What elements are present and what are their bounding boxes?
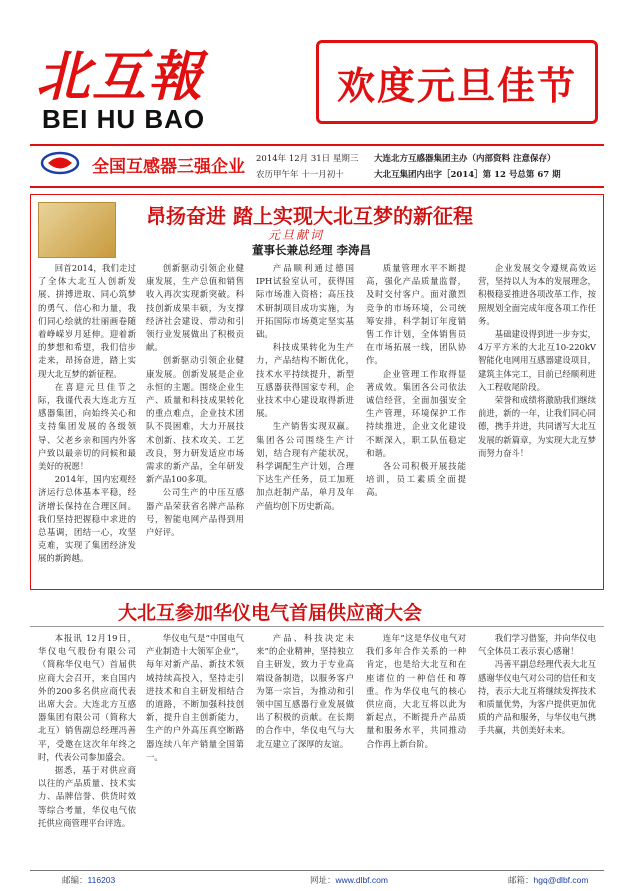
paragraph: 质量管理水平不断提高，强化产品质量监督，及时交付客户。面对激烈竞争的市场环境，公司统筹安排，科学制订年度销售工作计划，全体销售员在市场拓展一线，团队协作。 [366,263,466,366]
masthead-title-en: BEI HU BAO [42,104,206,134]
issue-date: 2014年 12月 31日 星期三 [256,154,359,164]
web-label: 网址： [310,875,336,885]
paragraph: 各公司积极开展技能培训，员工素质全面提高。 [366,461,466,498]
paragraph: 连年”这是华仪电气对我们多年合作关系的一种肯定，也是给大北互和在座诸位的一种信任和尊重。作为华仪电气的核心供应商，大北互将以此为新起点，不断提升产品质量和服务水平，共同推动合作再上新台阶。 [366,633,466,749]
footer [30,870,604,886]
second-column-5 [478,632,596,864]
paragraph: 我们学习借鉴，并向华仪电气全体员工表示衷心感谢！ [478,633,596,657]
paragraph: 科技成果转化为生产力，产品结构不断优化，技术水平持续提升，新型互感器获得国家专利，企业技术中心建设取得新进展。 [256,342,354,419]
paragraph: 据悉，基于对供应商以往的产品质量、技术实力、品牌信誉、供货时效等综合考量，华仪电气依托供应商管理平台评选。 [38,765,136,828]
header-rule [30,186,604,188]
company-logo-icon [40,150,80,176]
second-column-3 [256,632,354,864]
footer-mail [508,874,588,886]
paragraph: 产品、科技决定未来”的企业精神，坚持独立自主研发，致力于专业高端设备制造，以服务客户为第一宗旨，为推动和引领中国互感器行业发展做出了积极的贡献。在长期的合作中，华仪电气与大北互建立了深厚的友谊。 [256,633,354,749]
paragraph: 生产销售实现双赢。集团各公司围绕生产计划，结合现有产能状况，科学调配生产计划，合理下达生产任务，员工加班加点赶制产品，单月及年产值均创下历史新高。 [256,421,354,511]
masthead-title-cn: 北互報 [36,44,204,108]
second-rule [30,626,604,627]
holiday-text: 欢度元旦佳节 [336,63,577,108]
second-column-1 [38,632,136,864]
paragraph: 产品顺利通过德国IPH试验室认可，获得国际市场准入资格；高压技术研制项目成功实施，为开拓国际市场奠定坚实基础。 [256,263,354,340]
paragraph: 创新驱动引领企业健康发展，生产总值和销售收入再次实现新突破。科技创新成果丰硕，为支撑经济社会建设、带动和引领行业发展做出了积极贡献。 [146,263,244,353]
zip-value: 116203 [87,875,116,885]
lead-column-2 [146,262,244,584]
paragraph: 2014年，国内宏观经济运行总体基本平稳，经济增长保持在合理区间。我们坚持把握稳中求进的总基调，团结一心，攻坚克难，实现了集团经济发展的新跨越。 [38,474,136,564]
footer-web [310,874,388,886]
lead-column-4 [366,262,466,584]
lead-byline: 董事长兼总经理 李涛昌 [252,243,372,257]
slogan: 全国互感器三强企业 [92,157,245,177]
web-link[interactable]: www.dlbf.com [335,875,388,885]
lead-column-3 [256,262,354,584]
second-column-2 [146,632,244,864]
issue-number: 大北互集团内出字［2014］第 12 号总第 67 期 [374,170,561,180]
paragraph: 创新驱动引领企业健康发展。创新发展是企业永恒的主题。围绕企业生产、质量和科技成果转化的重点难点，企业技术团队不畏困难，大力开展技术创新、技术攻关、工艺改良，努力研发适应市场需求的新产品，全年研发新产品100多项。 [146,355,244,485]
paragraph: 回首2014，我们走过了全体大北互人创新发展、拼搏进取、同心筑梦的勇气、信心和力量，我们同心绘就的壮丽画卷随着峥嵘岁月延伸。迎着新的梦想和希望，我们信步走来，昂扬奋进，踏上实现大北互梦的新征程。 [38,263,136,379]
footer-zip [62,874,115,886]
paragraph: 冯善平副总经理代表大北互感谢华仪电气对公司的信任和支持，表示大北互将继续发挥技术和质量优势，为客户提供更加优质的产品和服务，与华仪电气携手共赢，共创美好未来。 [478,659,596,736]
holiday-banner [316,40,598,124]
paragraph: 本报讯 12月19日，华仪电气股份有限公司（简称华仪电气）首届供应商大会召开，来自国内外的200多名供应商代表出席大会。大连北方互感器集团有限公司（简称大北互）销售副总经理冯善平，受邀在这次年年终之时，代表公司参加盛会。 [38,633,136,762]
paragraph: 荣誉和成绩将激励我们继续前进，新的一年，让我们同心同德，携手并进，共同谱写大北互发展的新篇章，为实现大北互梦而努力奋斗！ [478,395,596,458]
lunar-date: 农历甲午年 十一月初十 [256,170,344,180]
zip-label: 邮编： [62,875,88,885]
paragraph: 在喜迎元旦佳节之际，我谨代表大连北方互感器集团，向始终关心和支持集团发展的各级领导、父老乡亲和国内外客户致以最亲切的问候和最美好的祝愿！ [38,381,136,472]
second-column-4 [366,632,466,864]
lead-column-1 [38,262,136,584]
paragraph: 基础建设得到进一步夯实，4万平方米的大北互10-220kV智能化电网用互感器建设项目，建筑主体完工，目前已经顺利进入工程收尾阶段。 [478,329,596,392]
paragraph: 公司生产的中压互感器产品荣获省名牌产品称号，智能电网产品得到用户好评。 [146,487,244,538]
top-rule [30,144,604,146]
second-headline: 大北互参加华仪电气首届供应商大会 [118,602,423,624]
mail-label: 邮箱： [508,875,534,885]
lead-subhead: 元旦献词 [268,228,325,242]
lead-headline: 昂扬奋进 踏上实现大北互梦的新征程 [146,204,473,228]
lead-column-5 [478,262,596,584]
mail-link[interactable]: hgq@dlbf.com [533,875,589,885]
paragraph: 华仪电气是“中国电气产业制造十大领军企业”，每年对新产品、新技术领域持续高投入，坚持走引进技术和自主研发相结合的道路，不断加强科技创新，提升自主创新能力，生产的户外高压真空断路器连续八年产销量全国第一。 [146,633,244,762]
sponsor-line: 大连北方互感器集团主办（内部资料 注意保存） [374,154,556,164]
paragraph: 企业管理工作取得显著成效。集团各公司依法诚信经营，全面加强安全生产管理，环境保护工作持续推进，企业文化建设不断深入，职工队伍稳定和谐。 [366,368,466,458]
paragraph: 企业发展交令遵规高效运营，坚持以人为本的发展理念，积极稳妥推进各项改革工作，按照规划全面完成年度各项工作任务。 [478,263,596,326]
greeting-image [38,202,116,258]
